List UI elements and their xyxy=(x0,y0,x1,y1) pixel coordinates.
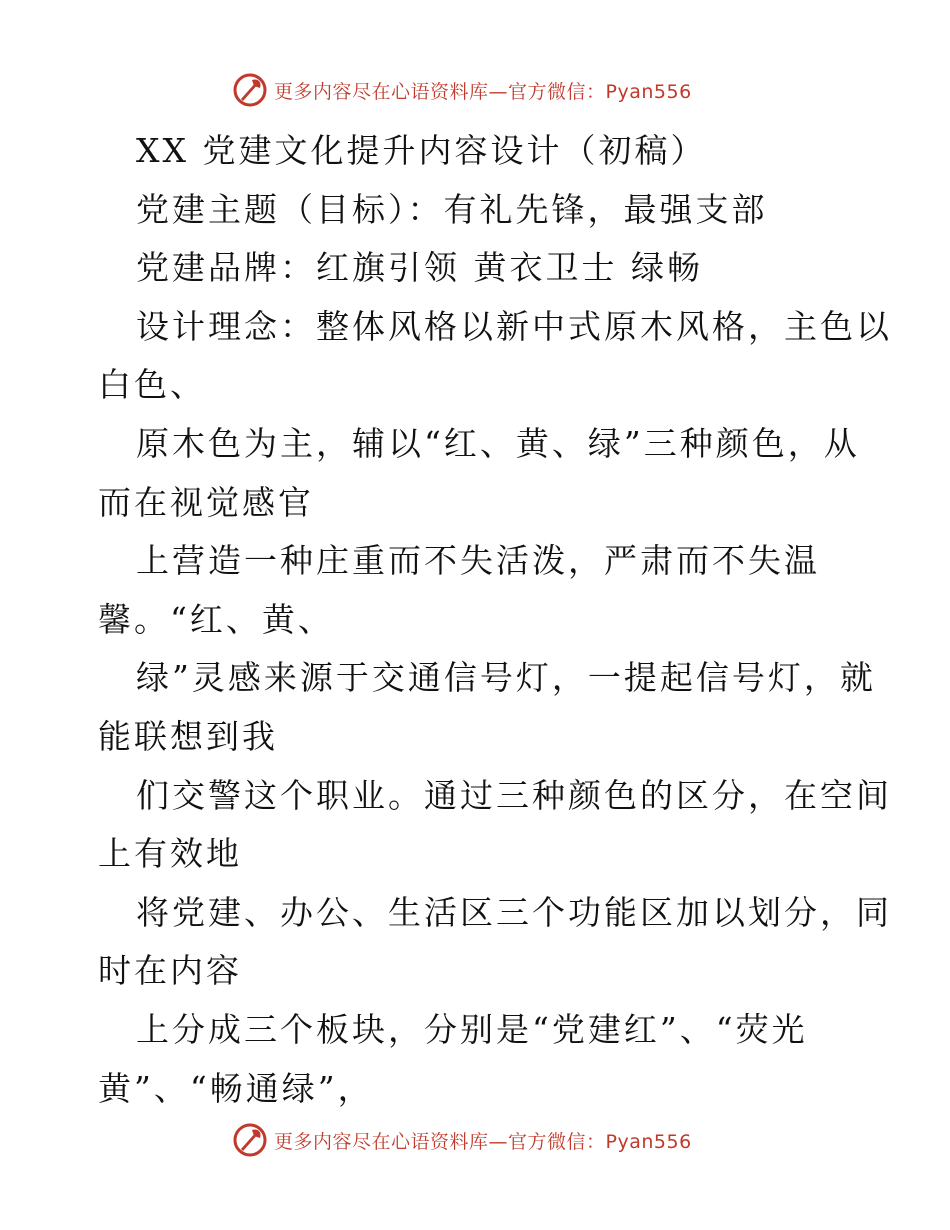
paragraph-line: 上分成三个板块，分别是“党建红”、“荧光 xyxy=(136,1009,808,1049)
feather-pen-logo-icon xyxy=(232,1122,268,1158)
paragraph-line: 将党建、办公、生活区三个功能区加以划分，同 xyxy=(136,892,892,932)
paragraph-line: 上有效地 xyxy=(98,834,242,874)
paragraph-line: 党建品牌：红旗引领 黄衣卫士 绿畅 xyxy=(136,248,703,288)
paragraph-line: 设计理念：整体风格以新中式原木风格，主色以 xyxy=(136,306,892,346)
paragraph-line: 馨。“红、黄、 xyxy=(98,599,334,639)
footer-banner xyxy=(232,1120,712,1160)
paragraph-line: 原木色为主，辅以“红、黄、绿”三种颜色，从 xyxy=(136,423,860,463)
paragraph-line: 们交警这个职业。通过三种颜色的区分，在空间 xyxy=(136,775,892,815)
paragraph-line: 绿”灵感来源于交通信号灯，一提起信号灯，就 xyxy=(136,658,876,698)
paragraph-line: 白色、 xyxy=(98,365,206,405)
header-banner-text: 更多内容尽在心语资料库—官方微信：Pyan556 xyxy=(274,80,692,103)
feather-pen-logo-icon xyxy=(232,72,268,108)
paragraph-line: 时在内容 xyxy=(98,951,242,991)
document-body xyxy=(98,122,892,1118)
paragraph-line: 而在视觉感官 xyxy=(98,482,314,522)
paragraph-line: 黄”、“畅通绿”， xyxy=(98,1068,374,1108)
paragraph-line: 能联想到我 xyxy=(98,716,278,756)
paragraph-line: 上营造一种庄重而不失活泼，严肃而不失温 xyxy=(136,541,820,581)
header-banner xyxy=(232,70,712,110)
footer-banner-text: 更多内容尽在心语资料库—官方微信：Pyan556 xyxy=(274,1130,692,1153)
document-title: XX 党建文化提升内容设计（初稿） xyxy=(136,131,707,170)
paragraph-line: 党建主题（目标）：有礼先锋，最强支部 xyxy=(136,189,768,229)
